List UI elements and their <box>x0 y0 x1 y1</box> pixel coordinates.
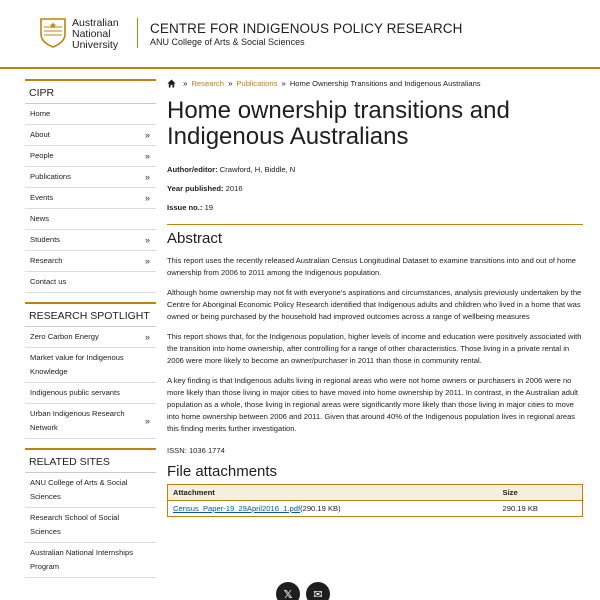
spotlight-item-market-value-for-indigenous-knowledge[interactable] <box>25 348 156 383</box>
sidebar-item-events[interactable] <box>25 188 156 209</box>
sidebar-item-label: Students <box>30 235 60 244</box>
abstract-paragraph: This report uses the recently released Australian Census Longitudinal Dataset to examine transitions into and out of home ownership from 2006 to 2011 among the Indigenous population. <box>167 256 577 277</box>
sidebar <box>25 79 156 578</box>
email-icon[interactable]: ✉ <box>306 582 330 600</box>
main-content <box>167 77 583 517</box>
column-header-attachment: Attachment <box>168 485 498 501</box>
file-attachments-heading: File attachments <box>167 463 278 480</box>
sidebar-item-label: News <box>30 214 49 223</box>
attachment-cell <box>168 501 498 517</box>
publication-meta <box>167 164 583 221</box>
sidebar-item-publications[interactable] <box>25 167 156 188</box>
abstract-paragraph: Although home ownership may not fit with everyone's aspirations and circumstances, analysis previously undertaken by the Centre for Aboriginal Economic Policy Research identified that Indigenous adults and children who lived in a home that was owned or being purchased by the household had improved outcomes across a range of wellbeing measures <box>167 288 582 321</box>
sidebar-item-label: Research <box>30 256 63 265</box>
sidebar-item-contact-us[interactable] <box>25 272 156 293</box>
expand-chevron-icon[interactable]: » <box>144 416 150 426</box>
attachment-link[interactable]: Census_Paper-19_29April2016_1.pdf <box>173 504 301 513</box>
sidebar-item-label: Contact us <box>30 277 67 286</box>
site-header <box>0 0 600 69</box>
breadcrumb <box>167 77 583 89</box>
issue-value: 19 <box>204 203 214 212</box>
page-title: Home ownership transitions and Indigenous Australians <box>167 97 510 150</box>
section-divider <box>167 224 583 225</box>
sidebar-item-research[interactable] <box>25 251 156 272</box>
expand-chevron-icon[interactable]: » <box>144 130 150 140</box>
spotlight-title: RESEARCH SPOTLIGHT <box>25 302 156 327</box>
site-subtitle[interactable]: ANU College of Arts & Social Sciences <box>150 37 305 47</box>
attachments-table <box>167 484 583 517</box>
author-row <box>167 164 583 183</box>
sidebar-menu <box>25 104 156 293</box>
breadcrumb-publications[interactable]: Publications <box>236 78 278 88</box>
breadcrumb-research[interactable]: Research <box>191 78 224 88</box>
expand-chevron-icon[interactable]: » <box>144 193 150 203</box>
related-sites-title: RELATED SITES <box>25 448 156 473</box>
issn: ISSN: 1036 1774 <box>167 446 225 455</box>
share-buttons <box>276 582 330 600</box>
expand-chevron-icon[interactable]: » <box>144 151 150 161</box>
table-header-row <box>168 485 583 501</box>
issue-label: Issue no.: <box>167 203 203 212</box>
spotlight-item-zero-carbon-energy[interactable] <box>25 327 156 348</box>
university-name-line: National <box>72 28 111 40</box>
issue-row <box>167 202 583 221</box>
column-header-size: Size <box>498 485 583 501</box>
breadcrumb-separator: » <box>227 78 233 88</box>
sidebar-item-students[interactable] <box>25 230 156 251</box>
abstract-heading: Abstract <box>167 230 223 247</box>
spotlight-menu <box>25 327 156 439</box>
sidebar-item-label: ANU College of Arts & Social Sciences <box>30 478 128 501</box>
table-row <box>168 501 583 517</box>
sidebar-item-label: Indigenous public servants <box>30 388 120 397</box>
sidebar-item-label: Events <box>30 193 54 202</box>
header-divider <box>137 18 138 48</box>
x-twitter-icon[interactable]: 𝕏 <box>276 582 300 600</box>
abstract-paragraph: A key finding is that Indigenous adults living in regional areas who were not home owners or purchasers in 2006 were no more likely than those living in major cities to have moved into home ownership by 2011. In contrast, in the Australian adult population as a whole, those living in regional areas were significantly more likely than those living in major cities to move into home ownership between 2006 and 2011. Given that around 40% of the Indigenous population lives in regional areas this finding merits further investigation. <box>167 376 578 433</box>
sidebar-item-label: Australian National Internships Program <box>30 548 133 571</box>
anu-crest-logo[interactable] <box>40 18 66 48</box>
expand-chevron-icon[interactable]: » <box>144 172 150 182</box>
site-title[interactable]: CENTRE FOR INDIGENOUS POLICY RESEARCH <box>150 21 463 36</box>
related-site-research-school-of-social-sciences[interactable] <box>25 508 156 543</box>
home-icon[interactable] <box>167 79 176 88</box>
related-site-anu-college-of-arts-social-sciences[interactable] <box>25 473 156 508</box>
related-site-australian-national-internships-program[interactable] <box>25 543 156 578</box>
university-name-line: Australian <box>72 17 119 29</box>
university-name[interactable] <box>72 18 119 51</box>
year-label: Year published: <box>167 184 224 193</box>
sidebar-item-people[interactable] <box>25 146 156 167</box>
university-name-line: University <box>72 39 119 51</box>
breadcrumb-separator: » <box>281 78 286 88</box>
breadcrumb-separator: » <box>183 78 188 88</box>
sidebar-item-label: Zero Carbon Energy <box>30 332 99 341</box>
sidebar-item-label: Research School of Social Sciences <box>30 513 120 536</box>
attachment-inline-size: (290.19 KB) <box>300 504 341 513</box>
attachment-size: 290.19 KB <box>502 504 538 513</box>
sidebar-item-about[interactable] <box>25 125 156 146</box>
related-sites-menu <box>25 473 156 578</box>
sidebar-item-label: Publications <box>30 172 71 181</box>
sidebar-item-home[interactable] <box>25 104 156 125</box>
sidebar-menu-title: CIPR <box>25 79 156 104</box>
spotlight-item-urban-indigenous-research-network[interactable] <box>25 404 156 439</box>
expand-chevron-icon[interactable]: » <box>144 235 150 245</box>
breadcrumb-current: Home Ownership Transitions and Indigenous Australians <box>289 78 481 88</box>
sidebar-item-label: People <box>30 151 54 160</box>
sidebar-item-label: Market value for Indigenous Knowledge <box>30 353 124 376</box>
author-value: Crawford, H, Biddle, N <box>219 165 296 174</box>
spotlight-item-indigenous-public-servants[interactable] <box>25 383 156 404</box>
sidebar-item-label: Home <box>30 109 51 118</box>
sidebar-item-label: Urban Indigenous Research Network <box>30 409 125 432</box>
sidebar-item-label: About <box>30 130 50 139</box>
year-row <box>167 183 583 202</box>
expand-chevron-icon[interactable]: » <box>144 332 150 342</box>
sidebar-item-news[interactable] <box>25 209 156 230</box>
abstract-paragraph: This report shows that, for the Indigenous population, higher levels of income and education were positively associated with the transition into home ownership, after controlling for a range of other characteristics. Those living in a private rental in 2006 were more likely to become an owner/purchaser in 2011 than those in community rental. <box>167 332 582 365</box>
author-label: Author/editor: <box>167 165 218 174</box>
year-value: 2016 <box>225 184 243 193</box>
expand-chevron-icon[interactable]: » <box>144 256 150 266</box>
